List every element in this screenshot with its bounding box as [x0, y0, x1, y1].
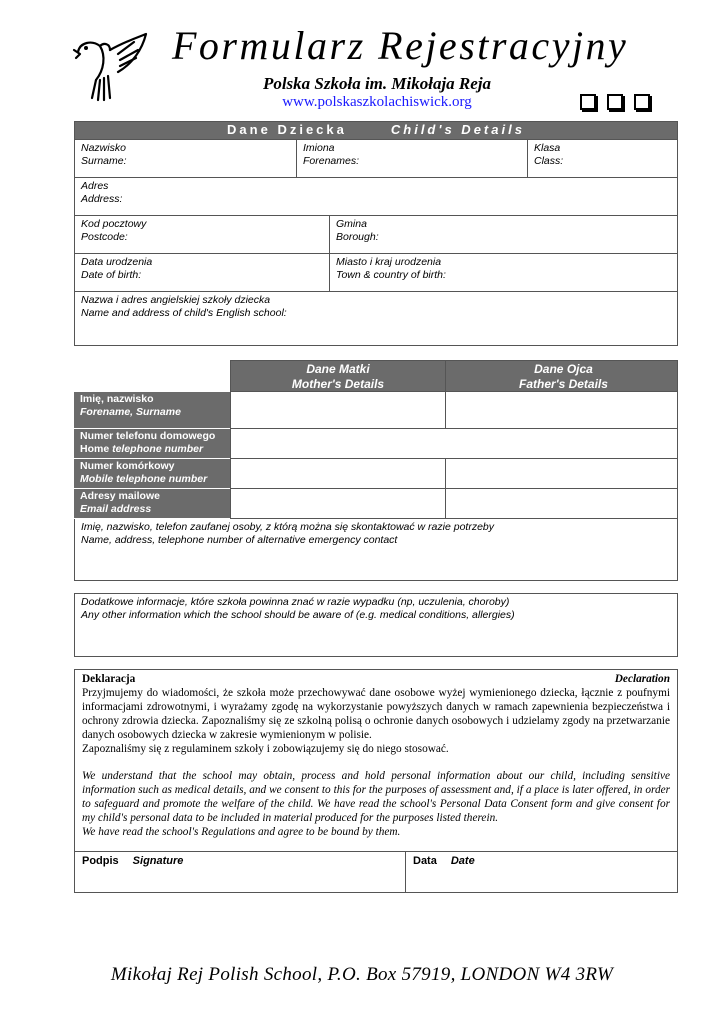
- date-field[interactable]: [406, 852, 677, 892]
- declaration-text-pl-2: Zapoznaliśmy się z regulaminem szkoły i zobowiązujemy się do niego stosować.: [82, 743, 449, 755]
- mobile-label-pl: Numer komórkowy: [80, 460, 175, 472]
- date-label-en: Date: [450, 855, 475, 867]
- mother-header-pl: Dane Matki: [306, 362, 370, 376]
- checkbox-2[interactable]: [607, 94, 623, 110]
- father-details-header: [450, 360, 678, 392]
- signature-field[interactable]: [75, 852, 406, 892]
- medical-label-pl: Dodatkowe informacje, które szkoła powinna znać w razie wypadku (np, uczulenia, choroby): [81, 596, 510, 608]
- footer-address: Mikołaj Rej Polish School, P.O. Box 57919, LONDON W4 3RW: [110, 964, 614, 985]
- address-field[interactable]: [75, 178, 677, 215]
- date-label-pl: Data: [413, 855, 437, 867]
- mobile-label-en: Mobile telephone number: [80, 472, 208, 485]
- forenames-field[interactable]: [296, 140, 527, 177]
- email-label-en: Email address: [80, 502, 152, 515]
- father-header-en: Father's Details: [519, 377, 608, 391]
- checkbox-3[interactable]: [634, 94, 650, 110]
- signature-label-pl: Podpis: [82, 855, 119, 867]
- declaration-text-pl-1: Przyjmujemy do wiadomości, że szkoła może przechowywać dane osobowe wyżej wymienionego dziecka, łącznie z poufnymi informacjami zdrowotnymi, i wyrażamy zgodę na wykorzystanie powyższych danych w ramach zapewnienia bezpieczeństwa i ochrony zdrowia dziecka. Zapoznaliśmy się ze szkolną polisą o ochronie danych osobowych i udzielamy zgody na przetwarzanie danych osobowych dziecka w zakresie wymienionym w polisie.: [82, 687, 670, 741]
- postcode-label-pl: Kod pocztowy: [81, 218, 147, 230]
- dob-field[interactable]: [75, 254, 329, 291]
- father-email-field[interactable]: [446, 489, 678, 519]
- declaration-section: [74, 669, 678, 852]
- english-school-label-en: Name and address of child's English school:: [81, 306, 287, 319]
- class-field[interactable]: [527, 140, 677, 177]
- english-school-field[interactable]: [75, 292, 677, 345]
- medical-info-field[interactable]: [74, 593, 678, 657]
- mother-header-en: Mother's Details: [291, 377, 385, 391]
- parents-details-table: [74, 360, 678, 581]
- child-details-table: [74, 121, 678, 346]
- borough-field[interactable]: [329, 216, 677, 253]
- mother-mobile-field[interactable]: [230, 459, 446, 489]
- dob-label-pl: Data urodzenia: [81, 256, 153, 268]
- signature-row: [74, 851, 678, 893]
- postcode-field[interactable]: [75, 216, 329, 253]
- home-phone-field[interactable]: [230, 429, 678, 459]
- signature-label-en: Signature: [132, 855, 184, 867]
- child-header-en: Child's Details: [390, 122, 525, 137]
- borough-label-pl: Gmina: [336, 218, 367, 230]
- father-name-field[interactable]: [446, 392, 678, 429]
- birthplace-label-pl: Miasto i kraj urodzenia: [336, 256, 442, 268]
- website-link[interactable]: www.polskaszkolachiswick.org: [282, 94, 472, 110]
- address-label-pl: Adres: [81, 180, 109, 192]
- form-title: Formularz Rejestracyjny: [172, 23, 629, 68]
- child-details-header: [75, 122, 677, 139]
- borough-label-en: Borough:: [336, 230, 379, 243]
- child-header-pl: Dane Dziecka: [227, 122, 347, 137]
- home-phone-label-en: telephone number: [112, 442, 204, 455]
- surname-field[interactable]: [75, 140, 296, 177]
- office-checkboxes: [580, 94, 650, 110]
- declaration-heading-en: Declaration: [614, 673, 670, 685]
- declaration-text-en-2: We have read the school's Regulations and agree to be bound by them.: [82, 826, 401, 838]
- dob-label-en: Date of birth:: [81, 268, 142, 281]
- mother-details-header: [230, 360, 446, 392]
- checkbox-1[interactable]: [580, 94, 596, 110]
- name-label-en: Forename, Surname: [80, 405, 181, 418]
- email-label-pl: Adresy mailowe: [80, 490, 160, 502]
- forenames-label-pl: Imiona: [303, 142, 335, 154]
- declaration-heading-pl: Deklaracja: [82, 673, 136, 685]
- surname-label-pl: Nazwisko: [81, 142, 126, 154]
- postcode-label-en: Postcode:: [81, 230, 128, 243]
- emergency-contact-field[interactable]: [75, 519, 677, 580]
- birthplace-field[interactable]: [329, 254, 677, 291]
- class-label-pl: Klasa: [534, 142, 561, 154]
- address-label-en: Address:: [81, 192, 123, 205]
- name-row-label: [74, 392, 230, 429]
- mobile-row-label: [74, 459, 230, 489]
- name-label-pl: Imię, nazwisko: [80, 393, 154, 405]
- class-label-en: Class:: [534, 154, 564, 167]
- school-name: Polska Szkoła im. Mikołaja Reja: [262, 74, 492, 93]
- home-phone-label-en-a: Home: [80, 442, 113, 455]
- father-mobile-field[interactable]: [446, 459, 678, 489]
- english-school-label-pl: Nazwa i adres angielskiej szkoły dziecka: [81, 294, 271, 306]
- medical-label-en: Any other information which the school should be aware of (e.g. medical conditions, allergies): [81, 608, 515, 621]
- home-phone-label-pl: Numer telefonu domowego: [80, 430, 216, 442]
- birthplace-label-en: Town & country of birth:: [336, 268, 446, 281]
- home-phone-row-label: [74, 429, 230, 459]
- email-row-label: [74, 489, 230, 519]
- forenames-label-en: Forenames:: [303, 154, 360, 167]
- surname-label-en: Surname:: [81, 154, 127, 167]
- emergency-label-pl: Imię, nazwisko, telefon zaufanej osoby, z którą można się skontaktować w razie potrzeby: [81, 521, 495, 533]
- father-header-pl: Dane Ojca: [534, 362, 593, 376]
- declaration-text-en-1: We understand that the school may obtain, process and hold personal information about our child, including sensitive information such as medical details, and we consent to this for the purposes of assessment and, if a place is later offered, in order to safeguard and promote the welfare of the child. We have read the school's Personal Data Consent form and give consent for my child's personal data to be included in material produced for the purposes listed therein.: [82, 770, 670, 824]
- mother-name-field[interactable]: [230, 392, 446, 429]
- emergency-label-en: Name, address, telephone number of alternative emergency contact: [81, 533, 398, 546]
- mother-email-field[interactable]: [230, 489, 446, 519]
